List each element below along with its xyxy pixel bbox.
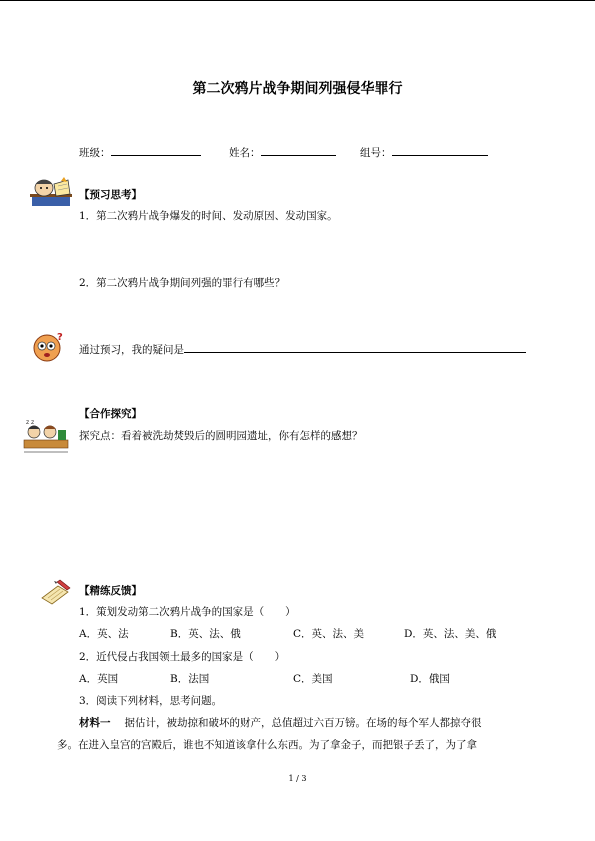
practice-heading: 【精练反馈】 [79, 585, 142, 597]
question-face-icon [31, 331, 65, 363]
page-title: 第二次鸦片战争期间列强侵华罪行 [192, 81, 403, 97]
practice-question-2: 2．近代侵占我国领土最多的国家是（ ） [79, 651, 286, 663]
q2-option-d: D．俄国 [410, 673, 450, 685]
q2-option-c: C．美国 [293, 673, 333, 685]
name-field [229, 144, 336, 160]
material-line-2: 多。在进入皇宫的宫殿后，谁也不知道该拿什么东西。为了拿金子，而把银子丢了，为了拿 [57, 739, 477, 751]
q2-option-a: A．英国 [79, 673, 119, 685]
group-blank[interactable] [392, 144, 488, 156]
svg-text:?: ? [57, 332, 63, 343]
group-label: 组号： [360, 147, 392, 159]
name-label: 姓名： [229, 147, 261, 159]
class-blank[interactable] [111, 144, 201, 156]
practice-question-1: 1．策划发动第二次鸦片战争的国家是（ ） [79, 606, 296, 618]
doubt-blank[interactable] [184, 341, 526, 353]
top-rule [0, 0, 595, 1]
coop-point: 探究点：看着被洗劫焚毁后的圆明园遗址，你有怎样的感想？ [79, 430, 363, 442]
q2-option-b: B．法国 [170, 673, 210, 685]
name-blank[interactable] [261, 144, 336, 156]
reading-cartoon-icon [28, 176, 74, 208]
doubt-field [79, 341, 526, 357]
page-number: 1 / 3 [288, 774, 307, 783]
group-discussion-icon [22, 418, 70, 454]
class-label: 班级： [79, 147, 111, 159]
preview-question-1: 1．第二次鸦片战争爆发的时间、发动原因、发动国家。 [79, 210, 338, 222]
material-label: 材料一 [79, 717, 111, 729]
group-field [360, 144, 488, 160]
preview-heading: 【预习思考】 [79, 189, 142, 201]
q1-option-b: B．英、法、俄 [170, 628, 241, 640]
svg-text:z z: z z [26, 419, 35, 426]
q1-option-c: C．英、法、美 [293, 628, 365, 640]
q1-option-a: A．英、法 [79, 628, 129, 640]
class-field [79, 144, 201, 160]
material-text-1: 据估计，被劫掠和破坏的财产，总值超过六百万镑。在场的每个军人都掠夺很 [124, 717, 482, 729]
pen-paper-icon [40, 578, 72, 606]
q1-option-d: D．英、法、美、俄 [404, 628, 497, 640]
coop-heading: 【合作探究】 [79, 408, 142, 420]
preview-question-2: 2．第二次鸦片战争期间列强的罪行有哪些？ [79, 277, 286, 289]
practice-question-3: 3．阅读下列材料，思考问题。 [79, 695, 223, 707]
doubt-label: 通过预习，我的疑问是 [79, 344, 184, 356]
material-line-1 [79, 716, 482, 730]
